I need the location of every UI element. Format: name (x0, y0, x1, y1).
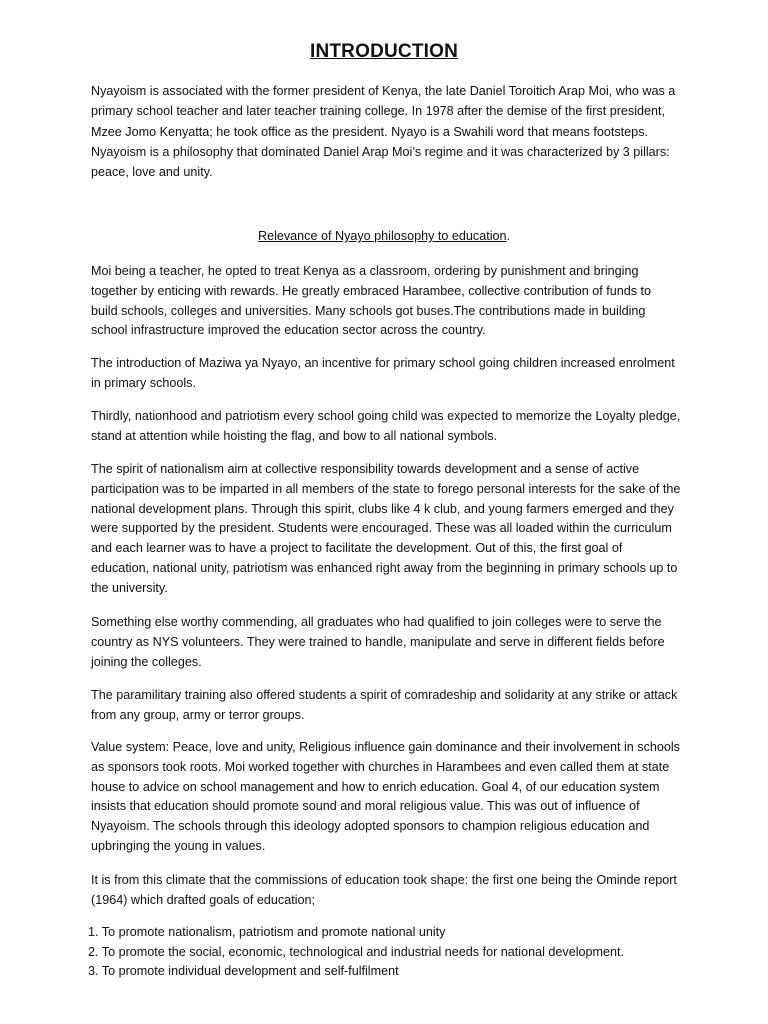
list-item: 1. To promote nationalism, patriotism and promote national unity (88, 925, 446, 939)
page-title: INTRODUCTION (309, 41, 459, 62)
paragraph-4: The spirit of nationalism aim at collective responsibility towards development and a sense of active participation was to be imparted in all members of the state to forego personal interests for the sake of the national development plans. Through this spirit, clubs like 4 k club, and young farmers emerged and they were supported by the president. Students were encouraged. These was all loaded within the curriculum and each learner was to have a project to facilitate the development. Out of this, the first goal of education, national unity, patriotism was enhanced right away from the beginning in primary schools up to the university. (91, 462, 681, 595)
section-heading-text: Relevance of Nyayo philosophy to education (257, 229, 507, 243)
goals-list (88, 923, 688, 982)
section-heading-period: . (506, 229, 511, 243)
intro-paragraph: Nyayoism is associated with the former president of Kenya, the late Daniel Toroitich Arap Moi, who was a primary school teacher and later teacher training college. In 1978 after the demise of the first president, Mzee Jomo Kenyatta; he took office as the president. Nyayo is a Swahili word that means footsteps. Nyayoism is a philosophy that dominated Daniel Arap Moi’s regime and it was characterized by 3 pillars: peace, love and unity. (91, 84, 676, 180)
paragraph-1: Moi being a teacher, he opted to treat Kenya as a classroom, ordering by punishment and bringing together by enticing with rewards. He greatly embraced Harambee, collective contribution of funds to build schools, colleges and universities. Many schools got buses.The contributions made in building school infrastructure improved the education sector across the country. (91, 264, 652, 338)
paragraph-2: The introduction of Maziwa ya Nyayo, an incentive for primary school going children increased enrolment in primary schools. (91, 356, 675, 390)
paragraph-8: It is from this climate that the commissions of education took shape: the first one being the Ominde report (1964) which drafted goals of education; (91, 873, 677, 907)
paragraph-7: Value system: Peace, love and unity, Religious influence gain dominance and their involvement in schools as sponsors took roots. Moi worked together with churches in Harambees and even called them at state house to advice on school management and how to enrich education. Goal 4, of our education system insists that education should promote sound and moral religious value. This was out of influence of Nyayoism. The schools through this ideology adopted sponsors to champion religious education and upbringing the young in values. (91, 740, 680, 853)
paragraph-3: Thirdly, nationhood and patriotism every school going child was expected to memorize the Loyalty pledge, stand at attention while hoisting the flag, and bow to all national symbols. (91, 409, 681, 443)
list-item: 3. To promote individual development and self-fulfilment (88, 964, 399, 979)
section-heading (0, 229, 768, 243)
paragraph-5: Something else worthy commending, all graduates who had qualified to join colleges were to serve the country as NYS volunteers. They were trained to handle, manipulate and serve in different fields before joining the colleges. (91, 615, 665, 669)
list-item: 2. To promote the social, economic, technological and industrial needs for national development. (88, 944, 625, 959)
paragraph-6: The paramilitary training also offered students a spirit of comradeship and solidarity at any strike or attack from any group, army or terror groups. (91, 688, 678, 722)
